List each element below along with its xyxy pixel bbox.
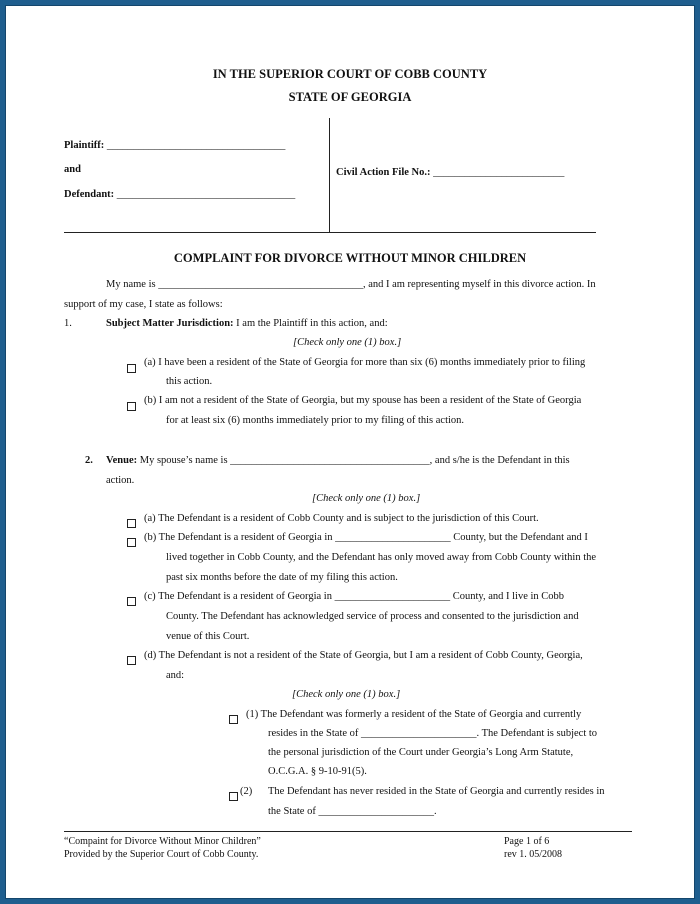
section2-option-a-checkbox[interactable] bbox=[127, 515, 136, 533]
defendant-blank[interactable]: __________________________________ bbox=[116, 189, 296, 200]
court-state: STATE OF GEORGIA bbox=[288, 90, 412, 104]
section1-option-b-line-2: for at least six (6) months immediately prior to my filing of this action. bbox=[166, 415, 465, 426]
and-label: and bbox=[64, 164, 81, 175]
section1-number: 1. bbox=[64, 318, 72, 329]
footer-rule bbox=[64, 831, 632, 832]
section2-option-c-line-3: venue of this Court. bbox=[166, 631, 250, 642]
section2-sub-2-checkbox[interactable] bbox=[229, 788, 238, 806]
section2-sub-1-line-3: the personal jurisdiction of the Court under Georgia’s Long Arm Statute, bbox=[268, 747, 574, 758]
section2-sub-instruction: [Check only one (1) box.] bbox=[292, 689, 401, 700]
footer-revision: rev 1. 05/2008 bbox=[504, 849, 563, 860]
section1-option-a-line-2: this action. bbox=[166, 376, 213, 387]
section1-heading-row bbox=[106, 317, 388, 330]
section2-option-b-line-1: (b) The Defendant is a resident of Georgia in ______________________ County, but the Defendant and I bbox=[144, 532, 588, 543]
defendant-label bbox=[64, 188, 295, 201]
court-name: IN THE SUPERIOR COURT OF COBB COUNTY bbox=[212, 67, 488, 81]
plaintiff-label bbox=[64, 139, 285, 152]
section1-option-b-line-1: (b) I am not a resident of the State of Georgia, but my spouse has been a resident of the State of Georgia bbox=[144, 395, 582, 406]
section2-heading: Venue: bbox=[106, 455, 138, 466]
document-title: COMPLAINT FOR DIVORCE WITHOUT MINOR CHILDREN bbox=[173, 251, 527, 265]
section2-option-a: (a) The Defendant is a resident of Cobb County and is subject to the jurisdiction of this Court. bbox=[144, 513, 539, 524]
section1-option-a-line-1: (a) I have been a resident of the State of Georgia for more than six (6) months immediately prior to filing bbox=[144, 357, 586, 368]
civil-action-label bbox=[336, 166, 564, 179]
intro-line-2: support of my case, I state as follows: bbox=[64, 299, 223, 310]
section2-sub-1-line-1: (1) The Defendant was formerly a resident of the State of Georgia and currently bbox=[246, 709, 582, 720]
defendant-label-text: Defendant: bbox=[64, 189, 115, 200]
plaintiff-blank[interactable]: __________________________________ bbox=[106, 140, 286, 151]
plaintiff-label-text: Plaintiff: bbox=[64, 140, 105, 151]
section1-instruction: [Check only one (1) box.] bbox=[293, 337, 402, 348]
section2-sub-2-line-2: the State of ______________________. bbox=[268, 806, 437, 817]
section2-sub-1-line-2: resides in the State of ______________________. The Defendant is subject to bbox=[268, 728, 598, 739]
section2-text: My spouse’s name is ______________________________________, and s/he is the Defendant in this bbox=[139, 455, 570, 466]
caption-bottom-rule bbox=[64, 232, 596, 233]
section2-heading-row bbox=[106, 454, 570, 467]
section2-option-b-line-2: lived together in Cobb County, and the Defendant has only moved away from Cobb County within the bbox=[166, 552, 597, 563]
section1-option-b-checkbox[interactable] bbox=[127, 398, 136, 416]
section2-option-b-checkbox[interactable] bbox=[127, 534, 136, 552]
section2-option-d-line-1: (d) The Defendant is not a resident of the State of Georgia, but I am a resident of Cobb County, Georgia, bbox=[144, 650, 583, 661]
section1-option-a-checkbox[interactable] bbox=[127, 360, 136, 378]
section2-option-b-line-3: past six months before the date of my filing this action. bbox=[166, 572, 398, 583]
section2-number: 2. bbox=[85, 455, 93, 466]
section2-instruction: [Check only one (1) box.] bbox=[312, 493, 421, 504]
civil-action-label-text: Civil Action File No.: bbox=[336, 167, 431, 178]
section2-option-c-line-1: (c) The Defendant is a resident of Georgia in ______________________ County, and I live in Cobb bbox=[144, 591, 565, 602]
section2-option-c-checkbox[interactable] bbox=[127, 593, 136, 611]
footer-page-number: Page 1 of 6 bbox=[504, 836, 550, 847]
footer-left-line-1: “Compaint for Divorce Without Minor Children” bbox=[64, 836, 261, 847]
section2-sub-2-line-1: The Defendant has never resided in the State of Georgia and currently resides in bbox=[268, 786, 605, 797]
civil-action-blank[interactable]: _________________________ bbox=[433, 167, 565, 178]
caption-vertical-divider bbox=[329, 118, 330, 233]
section2-option-d-line-2: and: bbox=[166, 670, 185, 681]
section2-sub-1-line-4: O.C.G.A. § 9-10-91(5). bbox=[268, 766, 367, 777]
section2-sub-2-label: (2) bbox=[240, 786, 253, 797]
section2-option-d-checkbox[interactable] bbox=[127, 652, 136, 670]
section2-option-c-line-2: County. The Defendant has acknowledged service of process and consented to the jurisdiction and bbox=[166, 611, 579, 622]
section2-sub-1-checkbox[interactable] bbox=[229, 711, 238, 729]
section1-text: I am the Plaintiff in this action, and: bbox=[236, 318, 388, 329]
intro-line-1: My name is _______________________________________, and I am representing myself in this divorce action. In bbox=[106, 279, 596, 290]
document-page bbox=[6, 6, 694, 898]
section1-heading: Subject Matter Jurisdiction: bbox=[106, 318, 234, 329]
section2-text-line-2: action. bbox=[106, 475, 135, 486]
footer-left-line-2: Provided by the Superior Court of Cobb County. bbox=[64, 849, 259, 860]
